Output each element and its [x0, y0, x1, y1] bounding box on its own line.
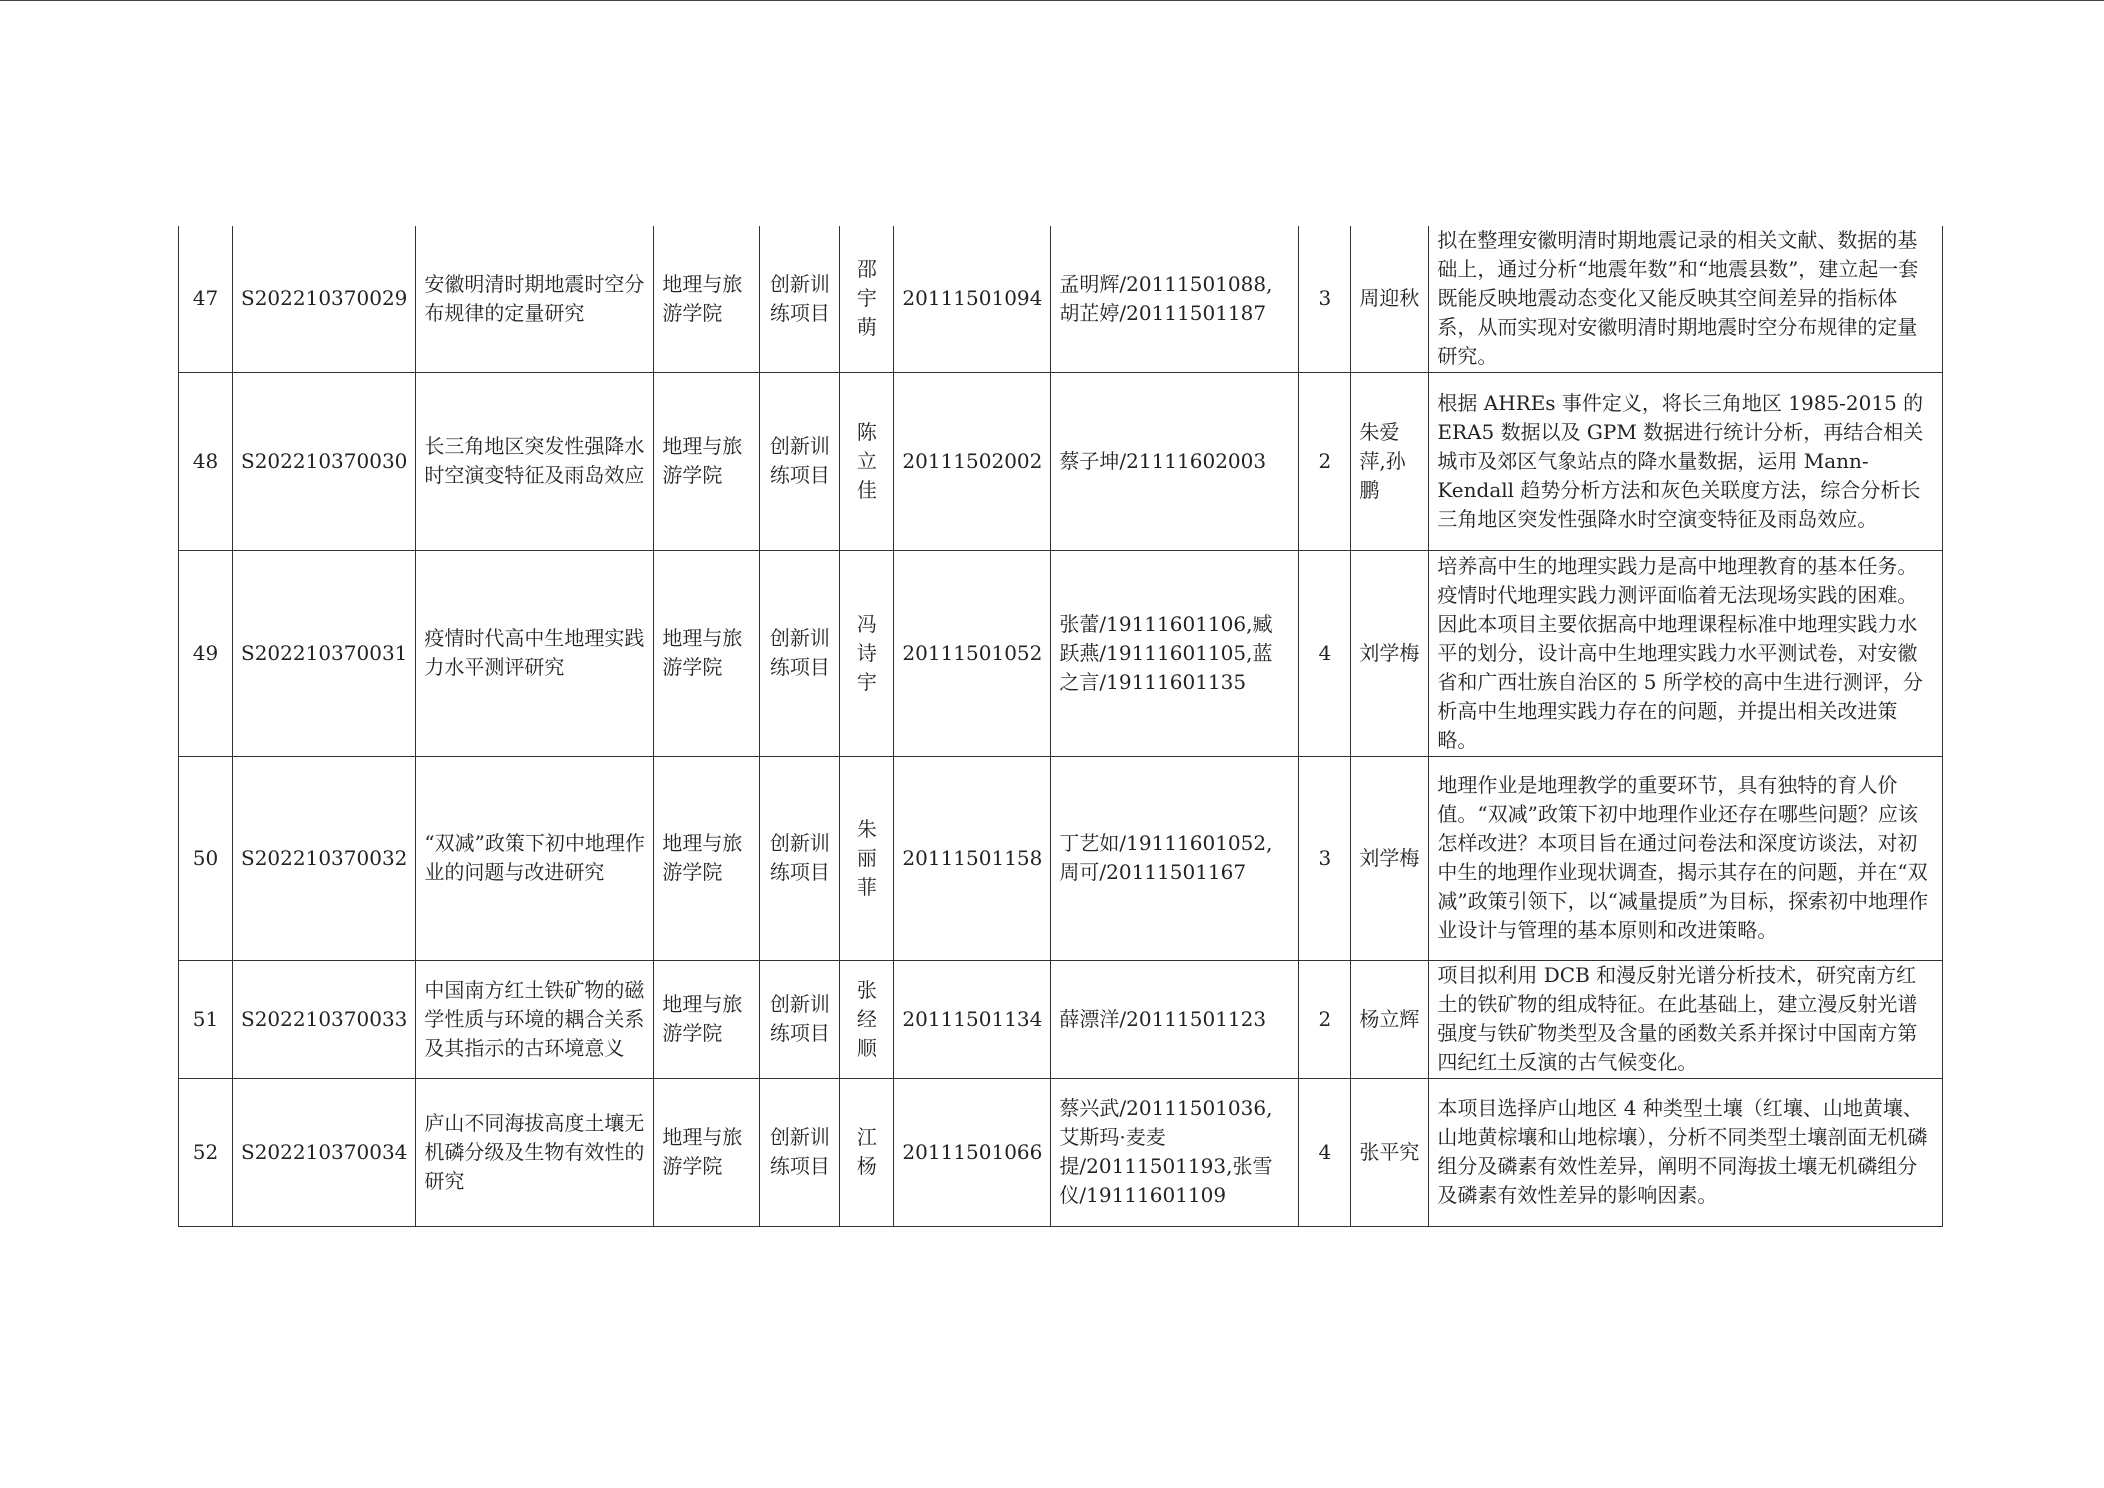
row-number: 51: [179, 960, 233, 1078]
member-count: 2: [1299, 960, 1351, 1078]
team-members: 薛漂洋/20111501123: [1051, 960, 1299, 1078]
leader-student-id: 20111501052: [894, 550, 1051, 756]
project-code: S202210370034: [233, 1078, 416, 1226]
team-members: 蔡子坤/21111602003: [1051, 372, 1299, 550]
member-count: 3: [1299, 756, 1351, 960]
team-members: 孟明辉/20111501088,胡芷婷/20111501187: [1051, 226, 1299, 372]
project-code: S202210370030: [233, 372, 416, 550]
team-members: 张蕾/19111601106,臧跃燕/19111601105,蓝之言/19111601135: [1051, 550, 1299, 756]
member-count: 3: [1299, 226, 1351, 372]
college-name: 地理与旅游学院: [654, 372, 760, 550]
row-number: 48: [179, 372, 233, 550]
project-title: 中国南方红土铁矿物的磁学性质与环境的耦合关系及其指示的古环境意义: [416, 960, 654, 1078]
college-name: 地理与旅游学院: [654, 226, 760, 372]
project-description: 培养高中生的地理实践力是高中地理教育的基本任务。疫情时代地理实践力测评面临着无法现场实践的困难。因此本项目主要依据高中地理课程标准中地理实践力水平的划分，设计高中生地理实践力水平测试卷，对安徽省和广西壮族自治区的 5 所学校的高中生进行测评，分析高中生地理实践力存在的问题，并提出相关改进策略。: [1429, 550, 1943, 756]
leader-name: 朱丽菲: [840, 756, 894, 960]
table-row: [179, 372, 1943, 550]
project-type: 创新训练项目: [760, 372, 840, 550]
college-name: 地理与旅游学院: [654, 1078, 760, 1226]
page-top-border: [0, 0, 2104, 1]
leader-name: 冯诗宇: [840, 550, 894, 756]
advisor-name: 张平究: [1351, 1078, 1429, 1226]
project-type: 创新训练项目: [760, 550, 840, 756]
table-row: [179, 226, 1943, 372]
college-name: 地理与旅游学院: [654, 550, 760, 756]
project-type: 创新训练项目: [760, 756, 840, 960]
project-type: 创新训练项目: [760, 226, 840, 372]
project-title: 长三角地区突发性强降水时空演变特征及雨岛效应: [416, 372, 654, 550]
project-code: S202210370032: [233, 756, 416, 960]
project-code: S202210370029: [233, 226, 416, 372]
leader-name: 陈立佳: [840, 372, 894, 550]
project-type: 创新训练项目: [760, 960, 840, 1078]
leader-student-id: 20111501094: [894, 226, 1051, 372]
project-code: S202210370031: [233, 550, 416, 756]
college-name: 地理与旅游学院: [654, 960, 760, 1078]
row-number: 50: [179, 756, 233, 960]
row-number: 52: [179, 1078, 233, 1226]
project-title: 庐山不同海拔高度土壤无机磷分级及生物有效性的研究: [416, 1078, 654, 1226]
leader-name: 张经顺: [840, 960, 894, 1078]
table-row: [179, 550, 1943, 756]
project-title: “双减”政策下初中地理作业的问题与改进研究: [416, 756, 654, 960]
advisor-name: 周迎秋: [1351, 226, 1429, 372]
row-number: 47: [179, 226, 233, 372]
project-table: [178, 226, 1943, 1227]
team-members: 蔡兴武/20111501036,艾斯玛·麦麦提/20111501193,张雪仪/19111601109: [1051, 1078, 1299, 1226]
table-row: [179, 960, 1943, 1078]
member-count: 4: [1299, 1078, 1351, 1226]
project-description: 拟在整理安徽明清时期地震记录的相关文献、数据的基础上，通过分析“地震年数”和“地震县数”，建立起一套既能反映地震动态变化又能反映其空间差异的指标体系，从而实现对安徽明清时期地震时空分布规律的定量研究。: [1429, 226, 1943, 372]
table-row: [179, 1078, 1943, 1226]
leader-student-id: 20111501134: [894, 960, 1051, 1078]
project-title: 安徽明清时期地震时空分布规律的定量研究: [416, 226, 654, 372]
leader-student-id: 20111501158: [894, 756, 1051, 960]
table-row: [179, 756, 1943, 960]
project-title: 疫情时代高中生地理实践力水平测评研究: [416, 550, 654, 756]
advisor-name: 刘学梅: [1351, 756, 1429, 960]
advisor-name: 刘学梅: [1351, 550, 1429, 756]
project-description: 本项目选择庐山地区 4 种类型土壤（红壤、山地黄壤、山地黄棕壤和山地棕壤），分析不同类型土壤剖面无机磷组分及磷素有效性差异，阐明不同海拔土壤无机磷组分及磷素有效性差异的影响因素。: [1429, 1078, 1943, 1226]
leader-student-id: 20111502002: [894, 372, 1051, 550]
member-count: 4: [1299, 550, 1351, 756]
college-name: 地理与旅游学院: [654, 756, 760, 960]
leader-name: 江杨: [840, 1078, 894, 1226]
leader-student-id: 20111501066: [894, 1078, 1051, 1226]
advisor-name: 杨立辉: [1351, 960, 1429, 1078]
project-description: 根据 AHREs 事件定义，将长三角地区 1985-2015 的 ERA5 数据以及 GPM 数据进行统计分析，再结合相关城市及郊区气象站点的降水量数据，运用 Mann-Kendall 趋势分析方法和灰色关联度方法，综合分析长三角地区突发性强降水时空演变特征及雨岛效应。: [1429, 372, 1943, 550]
leader-name: 邵宇萌: [840, 226, 894, 372]
project-description: 项目拟利用 DCB 和漫反射光谱分析技术，研究南方红土的铁矿物的组成特征。在此基础上，建立漫反射光谱强度与铁矿物类型及含量的函数关系并探讨中国南方第四纪红土反演的古气候变化。: [1429, 960, 1943, 1078]
row-number: 49: [179, 550, 233, 756]
team-members: 丁艺如/19111601052,周可/20111501167: [1051, 756, 1299, 960]
member-count: 2: [1299, 372, 1351, 550]
advisor-name: 朱爱萍,孙鹏: [1351, 372, 1429, 550]
project-description: 地理作业是地理教学的重要环节，具有独特的育人价值。“双减”政策下初中地理作业还存在哪些问题？应该怎样改进？本项目旨在通过问卷法和深度访谈法，对初中生的地理作业现状调查，揭示其存在的问题，并在“双减”政策引领下，以“减量提质”为目标，探索初中地理作业设计与管理的基本原则和改进策略。: [1429, 756, 1943, 960]
project-type: 创新训练项目: [760, 1078, 840, 1226]
project-code: S202210370033: [233, 960, 416, 1078]
